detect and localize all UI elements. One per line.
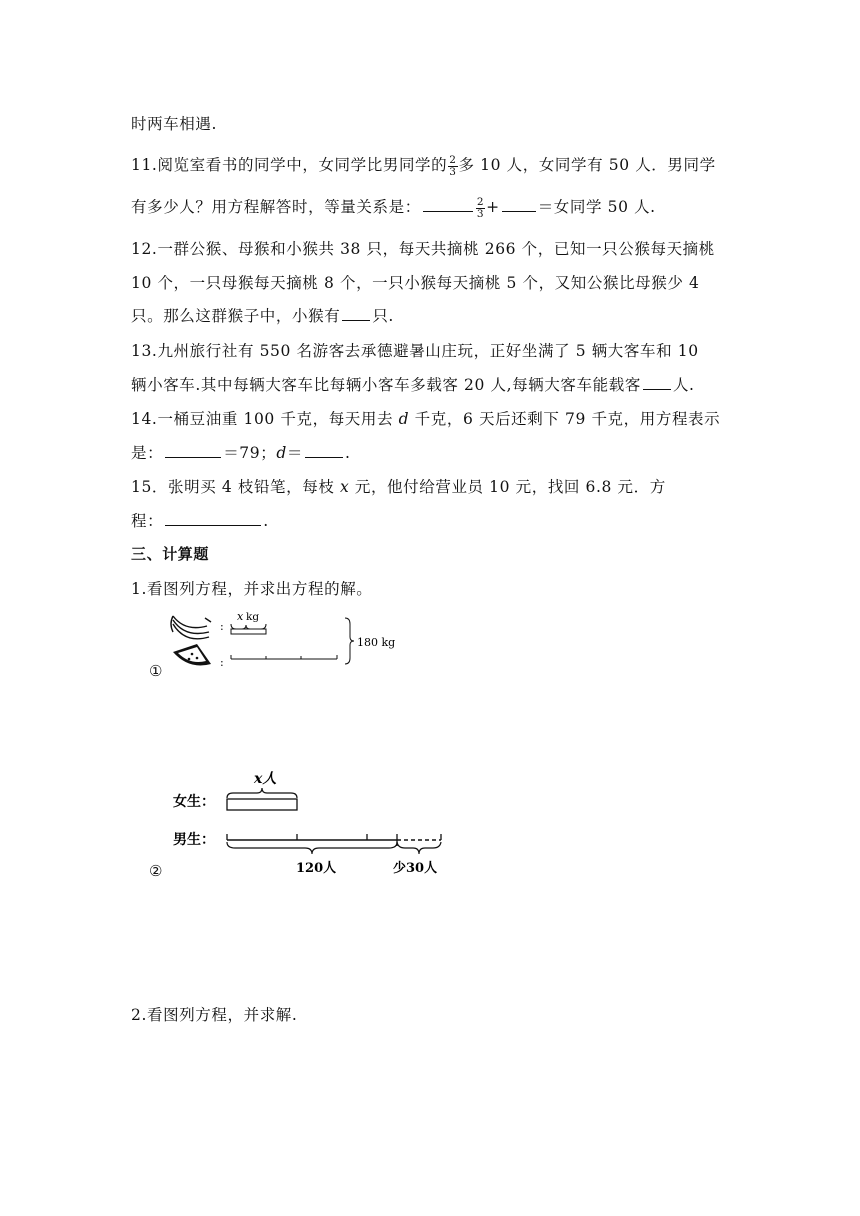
question-15-line-2 xyxy=(131,509,269,531)
q14-text: 千克，6 天后还剩下 79 千克，用方程表示 xyxy=(409,410,721,428)
question-11-line-2 xyxy=(131,195,656,220)
brace xyxy=(231,624,266,629)
question-11-line-1 xyxy=(131,153,716,178)
q11-text: 11.阅览室看书的同学中，女同学比男同学的 xyxy=(131,156,448,174)
fraction-numerator: 2 xyxy=(476,195,485,208)
brace xyxy=(227,842,397,854)
boys-label: 男生： xyxy=(173,832,215,848)
q15-text: 元，他付给营业员 10 元，找回 6.8 元．方 xyxy=(349,478,666,496)
unit-label: kg xyxy=(246,611,260,623)
answer-blank[interactable] xyxy=(502,197,536,212)
brace xyxy=(227,788,297,798)
variable-x: x xyxy=(339,478,350,496)
fraction-denominator: 3 xyxy=(449,165,457,178)
colon: : xyxy=(220,620,224,633)
figure-1-diagram xyxy=(145,604,395,684)
question-12-line-2 xyxy=(131,271,699,293)
q11-text: 有多少人？用方程解答时，等量关系是： xyxy=(131,198,421,216)
banana-bar xyxy=(231,629,266,634)
q11-text: 多 10 人，女同学有 50 人．男同学 xyxy=(458,156,716,174)
figure-2-number: ② xyxy=(149,862,163,880)
variable-d: d xyxy=(398,410,410,428)
calc-question-1 xyxy=(131,577,372,599)
variable-d: d xyxy=(276,444,287,462)
answer-blank[interactable] xyxy=(423,197,473,212)
fraction-two-thirds xyxy=(476,197,485,220)
total-brace xyxy=(345,618,354,664)
q14-text: . xyxy=(344,444,351,462)
q12-text: 只. xyxy=(372,307,394,325)
q14-text: 是： xyxy=(131,444,164,462)
section-title: 三、计算题 xyxy=(131,545,210,563)
x-label: x xyxy=(237,610,244,623)
line-text: 时两车相遇. xyxy=(131,115,218,133)
question-13-line-1 xyxy=(131,339,699,361)
less-label: 少30人 xyxy=(393,861,438,876)
x-persons-label: x人 xyxy=(254,771,277,787)
q12-text: 10 个，一只母猴每天摘桃 8 个，一只小猴每天摘桃 5 个，又知公猴比母猴少 4 xyxy=(131,274,700,292)
q15-text: 程： xyxy=(131,512,164,530)
fraction-denominator: 3 xyxy=(476,207,485,220)
total-label: 180 kg xyxy=(357,636,395,649)
text-line xyxy=(131,112,217,134)
q12-text: 只。那么这群猴子中，小猴有 xyxy=(131,307,341,325)
question-15-line-1 xyxy=(131,475,666,497)
watermelon-icon xyxy=(173,644,211,666)
figure-2-diagram xyxy=(165,762,455,882)
q14-text: ＝79； xyxy=(223,444,277,462)
girls-label: 女生： xyxy=(173,794,215,810)
calc-2-text: 2.看图列方程，并求解. xyxy=(131,1006,298,1024)
q14-text: 14.一桶豆油重 100 千克，每天用去 xyxy=(131,410,399,428)
boys-total-label: 120人 xyxy=(296,861,337,876)
q12-text: 12.一群公猴、母猴和小猴共 38 只，每天共摘桃 266 个，已知一只公猴每天摘桃 xyxy=(131,240,715,258)
answer-blank[interactable] xyxy=(305,443,343,458)
answer-blank[interactable] xyxy=(165,443,221,458)
q13-text: 人. xyxy=(672,376,695,394)
figure-1-number: ① xyxy=(149,662,163,680)
question-14-line-1 xyxy=(131,407,720,429)
q15-text: 15．张明买 4 枝铅笔，每枝 xyxy=(131,478,340,496)
q14-text: ＝ xyxy=(286,444,303,462)
q13-text: 13.九州旅行社有 550 名游客去承德避暑山庄玩，正好坐满了 5 辆大客车和 10 xyxy=(131,342,699,360)
fraction-two-thirds xyxy=(448,155,457,178)
q11-text: ＝女同学 50 人. xyxy=(537,198,656,216)
colon: : xyxy=(220,656,224,669)
section-heading xyxy=(131,543,209,564)
calc-question-2 xyxy=(131,1003,297,1025)
question-13-line-2 xyxy=(131,373,695,395)
plus-sign: + xyxy=(486,198,500,216)
question-14-line-2 xyxy=(131,441,351,463)
fraction-numerator: 2 xyxy=(449,153,457,166)
girls-bar xyxy=(227,799,297,810)
answer-blank[interactable] xyxy=(165,511,261,526)
answer-blank[interactable] xyxy=(342,306,370,321)
q15-text: . xyxy=(263,512,269,530)
banana-icon xyxy=(171,616,211,639)
question-12-line-3 xyxy=(131,304,394,326)
question-12-line-1 xyxy=(131,237,715,259)
calc-1-text: 1.看图列方程，并求出方程的解。 xyxy=(131,580,373,598)
answer-blank[interactable] xyxy=(643,375,671,390)
q13-text: 辆小客车.其中每辆大客车比每辆小客车多载客 20 人,每辆大客车能载客 xyxy=(131,376,641,394)
brace xyxy=(397,842,441,854)
